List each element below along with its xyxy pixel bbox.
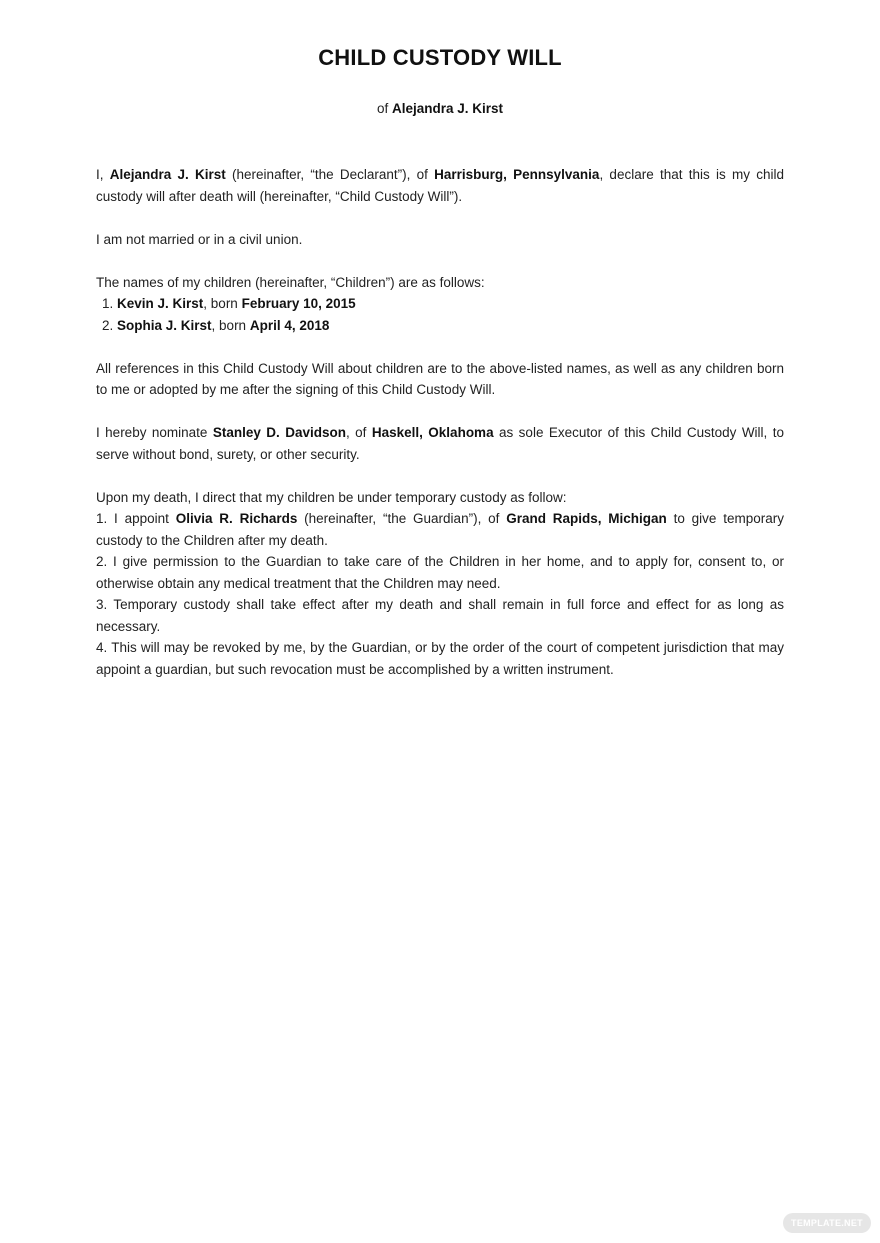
- bold-text: February 10, 2015: [241, 296, 356, 311]
- text: The names of my children (hereinafter, “Children”) are as follows:: [96, 274, 485, 290]
- list-item: [96, 315, 784, 337]
- text: (hereinafter, “the Guardian”), of: [297, 511, 507, 526]
- text: 4. This will may be revoked by me, by the Guardian, or by the order of the court of competent jurisdiction that may appoint a guardian, but such revocation must be accomplished by a written instrument.: [96, 640, 784, 677]
- document-title: CHILD CUSTODY WILL: [318, 45, 562, 70]
- text-line: [96, 508, 784, 551]
- paragraph: [96, 272, 784, 337]
- text: 3. Temporary custody shall take effect after my death and shall remain in full force and effect for as long as necessary.: [96, 597, 784, 634]
- text: Upon my death, I direct that my children be under temporary custody as follow:: [96, 489, 567, 505]
- text-line: [96, 637, 784, 680]
- bold-text: Sophia J. Kirst: [117, 317, 212, 333]
- paragraph: [96, 358, 784, 401]
- declarant-name: Alejandra J. Kirst: [391, 101, 504, 116]
- bold-text: Alejandra J. Kirst: [109, 167, 226, 182]
- bold-text: Grand Rapids, Michigan: [506, 511, 667, 526]
- paragraph: [96, 422, 784, 465]
- text-line: [96, 594, 784, 637]
- text-line: [96, 358, 784, 401]
- text: , of: [345, 425, 372, 440]
- text: I hereby nominate: [96, 425, 213, 440]
- watermark-logo: TEMPLATE.NET: [783, 1213, 871, 1233]
- text: , declare that this is my child custody will after death will (hereinafter, “Child Custody Will”).: [96, 167, 784, 204]
- bold-text: April 4, 2018: [249, 317, 330, 333]
- paragraph: [96, 164, 784, 207]
- paragraph: [96, 229, 784, 251]
- document-subtitle: [0, 101, 880, 116]
- text-line: [96, 487, 784, 509]
- text-line: [96, 229, 784, 251]
- bold-text: Haskell, Oklahoma: [371, 425, 494, 440]
- text-line: [96, 164, 784, 207]
- text: 2. I give permission to the Guardian to take care of the Children in her home, and to apply for, consent to, or otherwise obtain any medical treatment that the Children may need.: [96, 554, 784, 591]
- bold-text: Kevin J. Kirst: [117, 296, 204, 311]
- paragraph: [96, 487, 784, 681]
- bold-text: Harrisburg, Pennsylvania: [434, 167, 600, 182]
- subtitle-prefix: of: [376, 101, 392, 116]
- text: , born: [211, 317, 250, 333]
- text: (hereinafter, “the Declarant”), of: [225, 167, 435, 182]
- text: as sole Executor of this Child Custody Will, to serve without bond, surety, or other security.: [96, 425, 784, 462]
- text: 1. I appoint: [96, 511, 176, 526]
- text: , born: [203, 296, 242, 311]
- bold-text: Stanley D. Davidson: [212, 425, 346, 440]
- text: 1.: [102, 296, 118, 311]
- text: All references in this Child Custody Will about children are to the above-listed names, as well as any children born to me or adopted by me after the signing of this Child Custody Will.: [96, 360, 784, 397]
- text: 2.: [102, 317, 118, 333]
- bold-text: Olivia R. Richards: [175, 511, 298, 526]
- text-line: [96, 272, 784, 294]
- text: I,: [96, 167, 110, 182]
- text-line: [96, 551, 784, 594]
- text-line: [96, 422, 784, 465]
- text: I am not married or in a civil union.: [96, 231, 303, 247]
- document-body: [96, 164, 784, 702]
- list-item: [96, 293, 784, 315]
- text: to give temporary custody to the Children after my death.: [96, 511, 784, 548]
